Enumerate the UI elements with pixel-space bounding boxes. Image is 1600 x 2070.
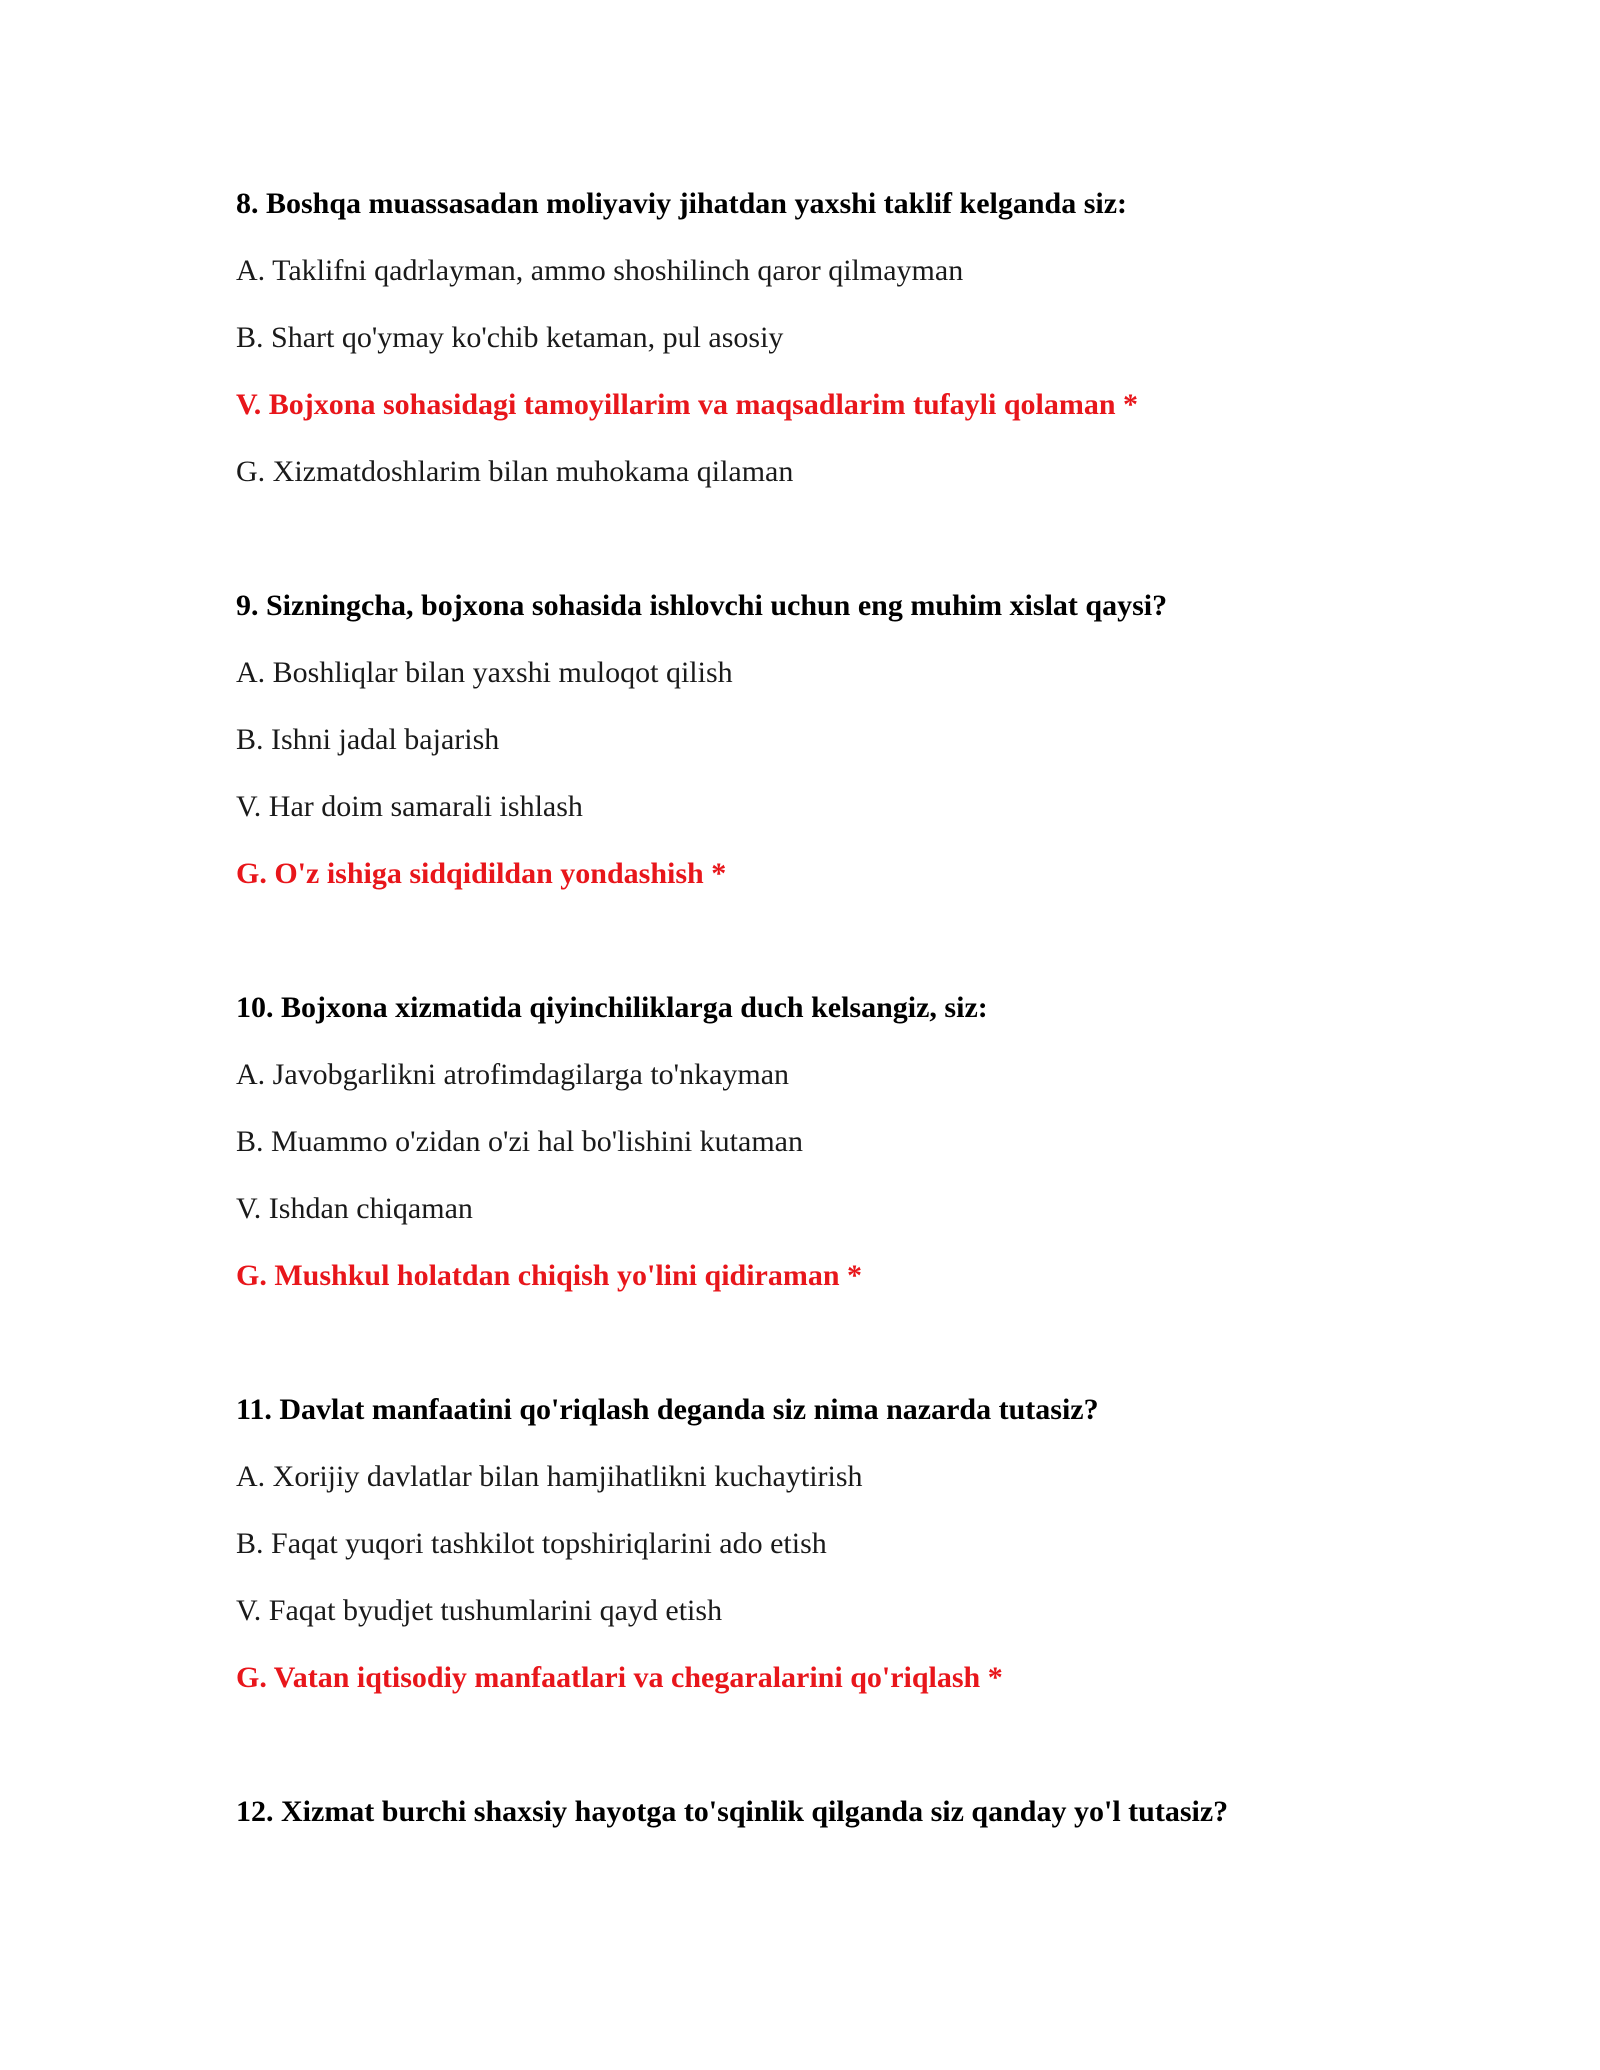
question-11-option-b: B. Faqat yuqori tashkilot topshiriqlarini ado etish (236, 1527, 827, 1560)
question-11-option-v: V. Faqat byudjet tushumlarini qayd etish (236, 1594, 723, 1627)
question-9-text: 9. Sizningcha, bojxona sohasida ishlovchi uchun eng muhim xislat qaysi? (236, 589, 1168, 622)
question-9-option-v: V. Har doim samarali ishlash (236, 790, 583, 823)
question-8-text: 8. Boshqa muassasadan moliyaviy jihatdan yaxshi taklif kelganda siz: (236, 187, 1128, 220)
question-9-option-g-correct: G. O'z ishiga sidqidildan yondashish * (236, 857, 727, 890)
question-8-option-g: G. Xizmatdoshlarim bilan muhokama qilaman (236, 455, 794, 488)
question-8-option-v-correct: V. Bojxona sohasidagi tamoyillarim va maqsadlarim tufayli qolaman * (236, 388, 1139, 421)
question-9-option-a: A. Boshliqlar bilan yaxshi muloqot qilish (236, 656, 733, 689)
question-11-text: 11. Davlat manfaatini qo'riqlash deganda siz nima nazarda tutasiz? (236, 1393, 1099, 1426)
question-12-text: 12. Xizmat burchi shaxsiy hayotga to'sqinlik qilganda siz qanday yo'l tutasiz? (236, 1795, 1229, 1828)
question-10-option-a: A. Javobgarlikni atrofimdagilarga to'nkayman (236, 1058, 790, 1091)
question-10-option-v: V. Ishdan chiqaman (236, 1192, 473, 1225)
question-8-option-b: B. Shart qo'ymay ko'chib ketaman, pul asosiy (236, 321, 784, 354)
question-11-option-g-correct: G. Vatan iqtisodiy manfaatlari va chegaralarini qo'riqlash * (236, 1661, 1003, 1694)
question-10-option-b: B. Muammo o'zidan o'zi hal bo'lishini kutaman (236, 1125, 803, 1158)
question-11-option-a: A. Xorijiy davlatlar bilan hamjihatlikni kuchaytirish (236, 1460, 863, 1493)
question-9-option-b: B. Ishni jadal bajarish (236, 723, 500, 756)
question-10-text: 10. Bojxona xizmatida qiyinchiliklarga duch kelsangiz, siz: (236, 991, 988, 1024)
question-10-option-g-correct: G. Mushkul holatdan chiqish yo'lini qidiraman * (236, 1259, 863, 1292)
question-8-option-a: A. Taklifni qadrlayman, ammo shoshilinch qaror qilmayman (236, 254, 964, 287)
